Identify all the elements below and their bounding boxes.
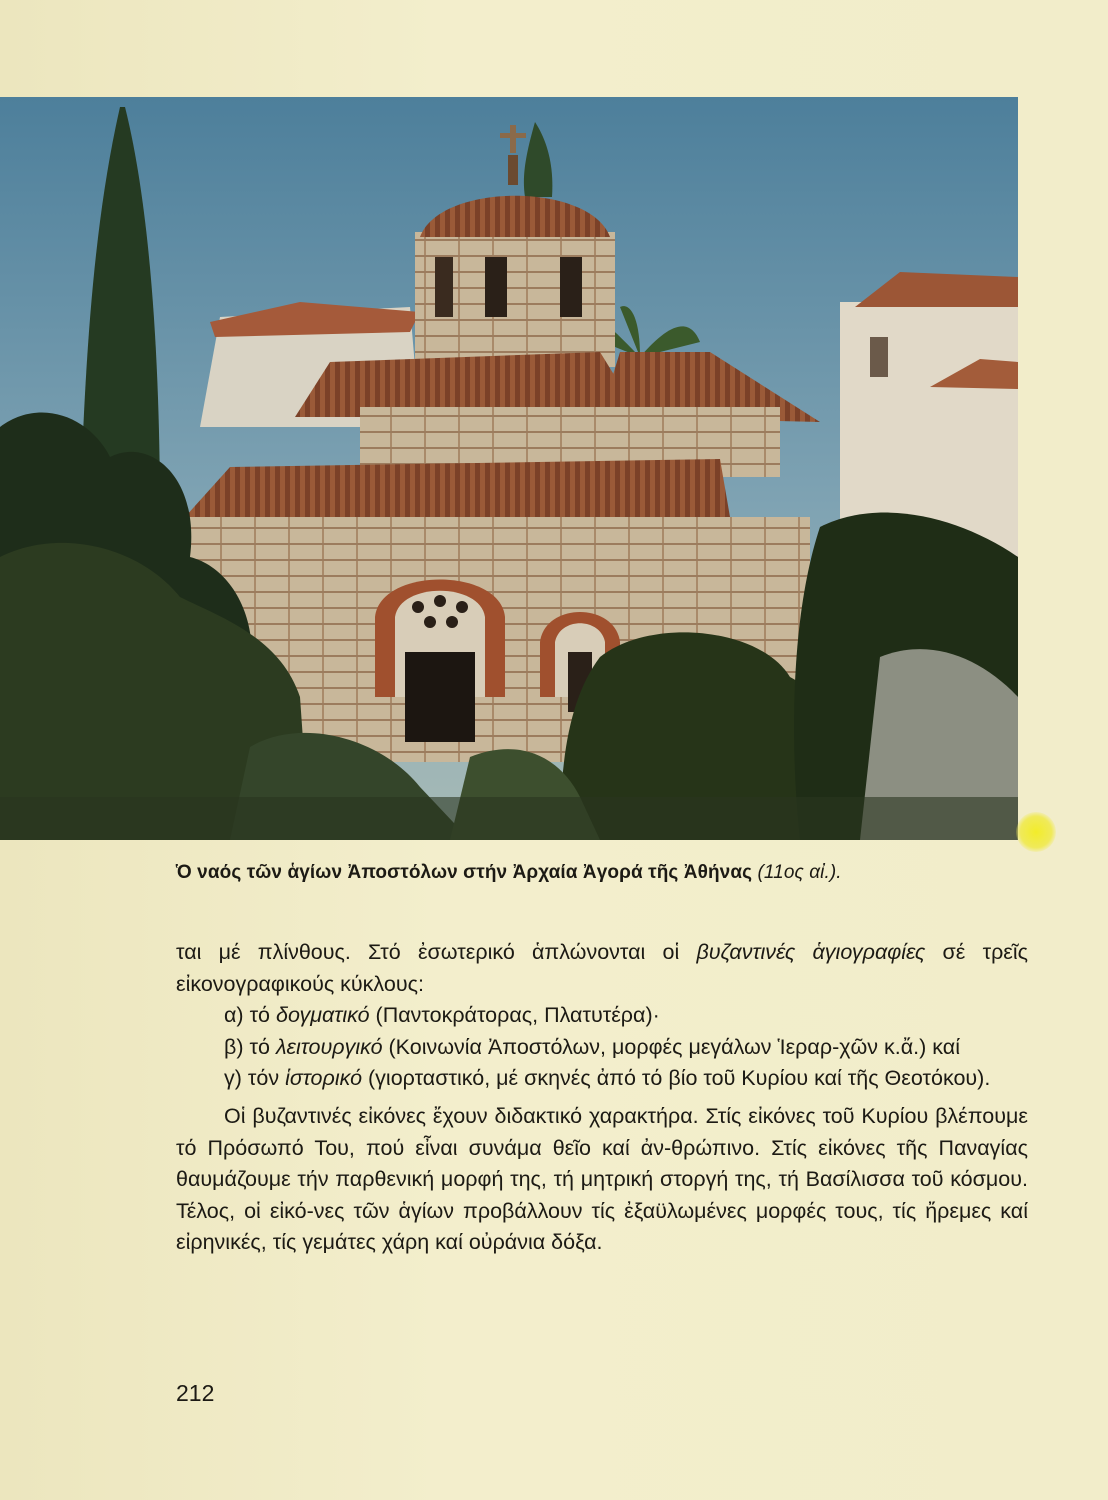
list-item-a: α) τό δογματικό (Παντοκράτορας, Πλατυτέρα)· <box>224 1003 660 1028</box>
paragraph: ται μέ πλίνθους. Στό ἐσωτερικό ἁπλώνονται οἱ βυζαντινές ἁγιογραφίες σέ τρεῖς εἰκονογραφικούς κύκλους: <box>176 940 1029 996</box>
paragraph: Οἱ βυζαντινές εἰκόνες ἔχουν διδακτικό χαρακτήρα. Στίς εἰκόνες τοῦ Κυρίου βλέπουμε τό Πρόσωπό Του, πού εἶναι συνάμα θεῖο καί ἀν-θρώπινο. Στίς εἰκόνες τῆς Παναγίας θαυμάζουμε τήν παρθενική μορφή της, τή μητρική στοργή της, τή Βασίλισσα τοῦ κόσμου. Τέλος, οἱ εἰκό-νες τῶν ἁγίων προβάλλουν τίς ἐξαϋλωμένες μορφές τους, τίς ἤρεμες καί εἰρηνικές, τίς γεμάτες χάρη καί οὐράνια δόξα. <box>176 1103 1028 1255</box>
photo-caption <box>176 862 1056 884</box>
page-number: 212 <box>176 1380 215 1406</box>
church-photo-drawing <box>0 97 1018 840</box>
body-text <box>176 937 1028 1259</box>
yellow-stain <box>1016 812 1056 852</box>
emphasis: δογματικό <box>276 1003 370 1028</box>
church-photo <box>0 97 1018 840</box>
emphasis: λειτουργικό <box>275 1034 383 1059</box>
emphasis: βυζαντινές ἁγιογραφίες <box>696 940 926 964</box>
caption-date: (11ος αἰ.). <box>757 862 842 883</box>
caption-text: Ὁ ναός τῶν ἁγίων Ἀποστόλων στήν Ἀρχαία Ἀγορά τῆς Ἀθήνας <box>176 862 753 883</box>
list-item-c: γ) τόν ἱστορικό (γιορταστικό, μέ σκηνές ἀπό τό βίο τοῦ Κυρίου καί τῆς Θεοτόκου). <box>224 1066 991 1091</box>
list-item-b: β) τό λειτουργικό (Κοινωνία Ἀποστόλων, μορφές μεγάλων Ἱεραρ-χῶν κ.ἄ.) καί <box>224 1034 960 1059</box>
emphasis: ἱστορικό <box>285 1066 363 1091</box>
